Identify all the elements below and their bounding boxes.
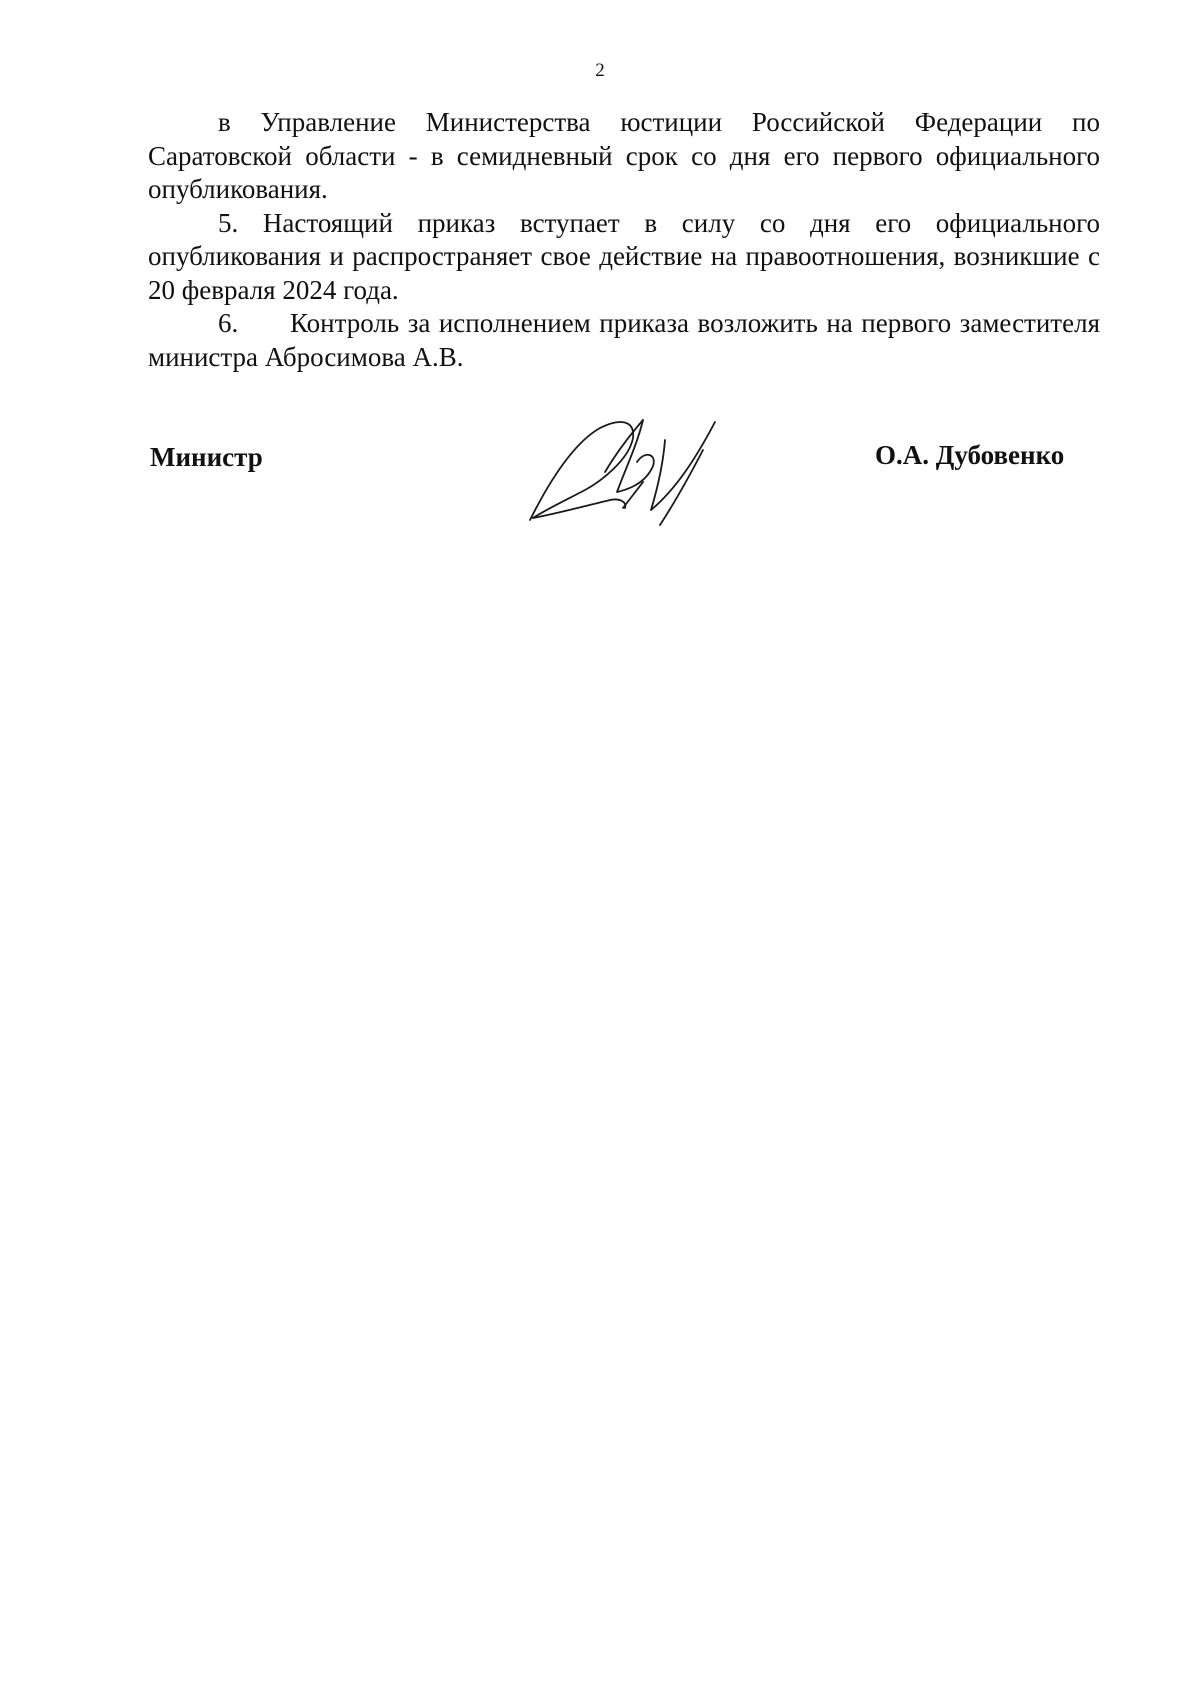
paragraph-6-text: Контроль за исполнением приказа возложить на первого заместителя министра Абросимова А.В. bbox=[148, 308, 1100, 372]
handwritten-signature bbox=[525, 410, 755, 530]
signer-position: Министр bbox=[150, 442, 263, 472]
paragraph-continuation: в Управление Министерства юстиции Российской Федерации по Саратовской области - в семидневный срок со дня его первого официального опубликования. bbox=[148, 107, 1100, 204]
signer-name: О.А. Дубовенко bbox=[875, 440, 1065, 470]
page-number: 2 bbox=[595, 60, 605, 81]
paragraph-6 bbox=[148, 307, 1100, 374]
paragraph-6-number: 6. bbox=[218, 308, 239, 338]
document-body bbox=[148, 106, 1100, 374]
paragraph-5: 5. Настоящий приказ вступает в силу со дня его официального опубликования и распространяет свое действие на правоотношения, возникшие с 20 февраля 2024 года. bbox=[148, 207, 1100, 305]
